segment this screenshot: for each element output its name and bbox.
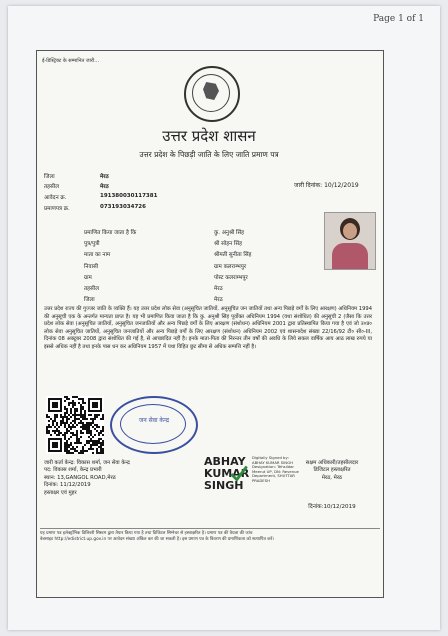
person-row — [84, 295, 223, 303]
qr-code — [46, 396, 104, 454]
issuer-line: जारी कर्ता केन्द्र: विकास शर्मा, जन सेवा केन्द्र — [44, 460, 130, 466]
issue-date: जारी दिनांक: 10/12/2019 — [294, 182, 359, 189]
issuer-details — [44, 460, 204, 497]
person-label: ग्राम — [84, 275, 92, 281]
issuer-line: दिनांक: 11/12/2019 — [44, 482, 91, 489]
meta-label: तहसील — [44, 184, 59, 190]
meta-application-number — [44, 193, 158, 201]
meta-label: प्रमाणपत्र क्र. — [44, 206, 70, 212]
meta-value: मेरठ — [100, 184, 109, 190]
authority-line: सक्षम अधिकारी/तहसीलदार — [305, 460, 359, 466]
page-number: Page 1 of 1 — [373, 14, 424, 24]
person-value: मेरठ — [214, 297, 223, 303]
person-label: तहसील — [84, 286, 99, 292]
issuer-line: पद: विकास शर्मा, केन्द्र प्रभारी — [44, 467, 102, 474]
person-label: जिला — [84, 297, 95, 303]
competent-authority — [286, 460, 378, 482]
authority-date: दिनांक:10/12/2019 — [308, 504, 356, 510]
seal-text: जन सेवा केन्द्र — [138, 417, 170, 424]
service-center-seal — [110, 396, 198, 454]
person-row — [84, 228, 245, 236]
meta-certificate-number — [44, 204, 146, 212]
person-value: कु. अनुश्री सिंह — [214, 230, 245, 236]
authority-line: डिजिटल हस्ताक्षरित — [313, 467, 351, 474]
document-reference: ई-डिस्ट्रिक्ट के सम्मानित जारी... — [42, 58, 100, 64]
certificate-heading: उत्तर प्रदेश शासन — [162, 127, 256, 145]
person-label: प्रमाणित किया जाता है कि — [84, 230, 137, 236]
person-label: पुत्र/पुत्री — [84, 241, 100, 247]
footer-line: यह प्रमाण पत्र इलेक्ट्रॉनिक डिलिवरी सिस्टम द्वारा तैयार किया गया है तथा डिजिटल सिग्नेचर से हस्ताक्षरित है। प्रमाण पत्र की वैधता की जांच — [40, 531, 253, 536]
certificate-body-text: उत्तर प्रदेश राज्य की गुज्जर जाति के व्यक्ति हैं। यह उत्तर प्रदेश लोक सेवा (अनुसूचित जातियों, अनुसूचित जन जातियों तथा अन्य पिछड़े वर्गों के लिए आरक्षण) अधिनियम 1994 की अनुसूची एक के अन्तर्गत मान्यता प्राप्त है। यह भी प्रमाणित किया जाता है कि कु. अनुश्री सिंह पूर्वोक्त अधिनियम 1994 (यथा संशोधित) की अनुसूची 2 (जैसा कि उत्तर प्रदेश लोक सेवा (अनुसूचित जातियों, अनुसूचित जनजातियों और अन्य पिछड़े वर्गों के लिए आरक्षण (संशोधन) अधिनियम 2001 द्वारा प्रतिस्थापित किया गया है एवं जो उ०प्र० लोक सेवा अनुसूचित जातियों, अनुसूचित जनजातियों और अन्य पिछड़े वर्गों के लिए आरक्षण (संशोधन) अधिनियम 2002 एवं शासनादेश संख्या 22/16/92 टी० सी०-III, दिनांक 08 अक्टूबर 2008 द्वारा संशोधित की गई है, से आच्छादित नहीं है। इनके माता-पिता की निरन्तर तीन वर्षों की अवधि के लिये सकल वार्षिक आय आठ लाख रुपये या इससे अधिक नहीं है तथा इनके पास धन कर अधिनियम 1957 में यथा विहित छूट सीमा से अधिक सम्पत्ति नहीं है। — [44, 306, 372, 350]
person-label: निवासी — [84, 264, 99, 270]
signature-line: SINGH — [204, 479, 244, 492]
person-row — [84, 284, 223, 292]
issuer-line: स्थान: 13,GANGOL ROAD,मेरठ — [44, 474, 116, 481]
meta-value: 191380030117381 — [100, 193, 158, 199]
signature-line: ABHAY — [204, 455, 246, 468]
state-emblem-icon — [184, 66, 240, 122]
person-value: पोस्ट कलराम्भपुर — [214, 275, 248, 281]
person-row — [84, 273, 248, 281]
person-value: श्रीमती सुनीता सिंह — [214, 252, 252, 258]
verification-footer — [40, 528, 380, 543]
person-value: ग्राम कलराम्भपुर — [214, 264, 247, 270]
meta-value: मेरठ — [100, 174, 109, 180]
person-value: श्री सोहन सिंह — [214, 241, 242, 247]
person-value: मेरठ — [214, 286, 223, 292]
meta-label: जिला — [44, 174, 55, 180]
digital-signature-note: Digitally Signed by: ABHAY KUMAR SINGH Designation: Tehsildar Meerut UP, DN: Revenue Department, SHUTTAR PRADESH — [252, 455, 299, 483]
issuer-line: हस्ताक्षर एवं मुहर — [44, 489, 77, 496]
person-label: माता का नाम — [84, 252, 111, 258]
meta-tehsil — [44, 182, 109, 190]
person-row — [84, 262, 247, 270]
signature-line: KUMAR — [204, 467, 250, 480]
applicant-photo — [324, 212, 376, 270]
footer-line: वेबसाइट http://edistrict.up.gov.in पर आवेदन संख्या अंकित कर की जा सकती है। इस प्रमाण पत्र के विवरण की प्रमाणिकता को सत्यापित करें। — [40, 537, 274, 542]
authority-line: मेरठ, मेरठ — [321, 474, 343, 481]
person-row — [84, 250, 252, 258]
certificate-subheading: उत्तर प्रदेश के पिछड़ी जाति के लिए जाति प्रमाण पत्र — [139, 150, 279, 159]
meta-district — [44, 172, 109, 180]
meta-label: आवेदन क्र. — [44, 195, 67, 201]
person-row — [84, 239, 242, 247]
checkmark-icon — [228, 462, 250, 484]
meta-value: 073193034726 — [100, 204, 146, 210]
